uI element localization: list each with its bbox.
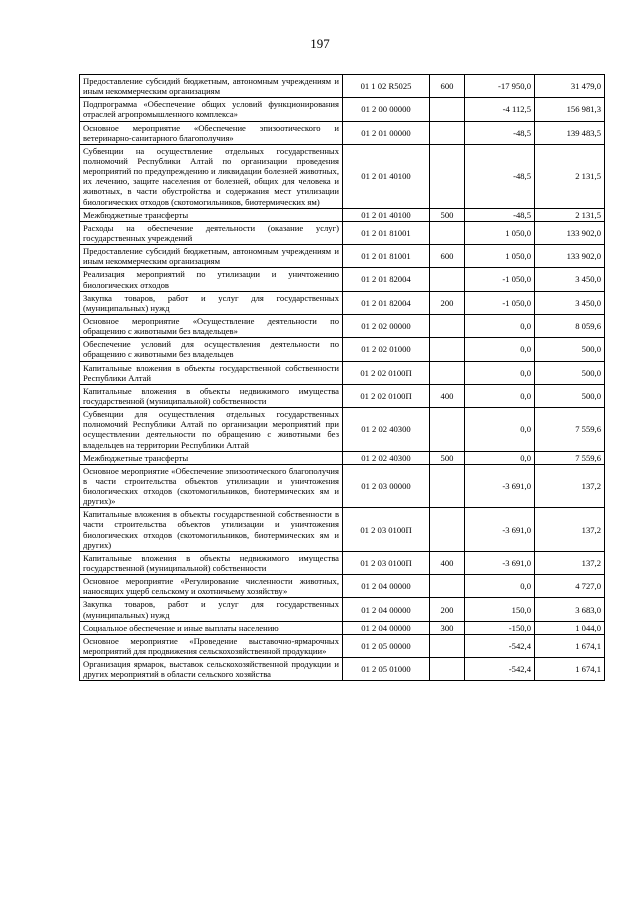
- change-amount-cell: 0,0: [465, 408, 535, 452]
- expense-name-cell: Социальное обеспечение и иные выплаты населению: [80, 621, 343, 634]
- expense-name-cell: Основное мероприятие «Обеспечение эпизоотического и ветеринарно-санитарного благополучия»: [80, 121, 343, 144]
- change-amount-cell: -48,5: [465, 121, 535, 144]
- total-amount-cell: 156 981,3: [535, 98, 605, 121]
- total-amount-cell: 500,0: [535, 384, 605, 407]
- total-amount-cell: 500,0: [535, 361, 605, 384]
- expense-type-cell: 400: [430, 551, 465, 574]
- table-row: [80, 208, 605, 221]
- total-amount-cell: 3 683,0: [535, 598, 605, 621]
- target-code-cell: 01 2 02 40300: [343, 408, 430, 452]
- target-code-cell: 01 2 02 01000: [343, 338, 430, 361]
- expense-type-cell: [430, 121, 465, 144]
- change-amount-cell: -1 050,0: [465, 291, 535, 314]
- expense-type-cell: 500: [430, 208, 465, 221]
- expense-type-cell: [430, 575, 465, 598]
- expense-name-cell: Капитальные вложения в объекты недвижимого имущества государственной (муниципальной) собственности: [80, 384, 343, 407]
- target-code-cell: 01 2 02 00000: [343, 314, 430, 337]
- total-amount-cell: 31 479,0: [535, 75, 605, 98]
- expense-name-cell: Реализация мероприятий по утилизации и уничтожению биологических отходов: [80, 268, 343, 291]
- expense-name-cell: Капитальные вложения в объекты государственной собственности Республики Алтай: [80, 361, 343, 384]
- table-row: [80, 634, 605, 657]
- target-code-cell: 01 2 02 0100П: [343, 361, 430, 384]
- table-row: [80, 451, 605, 464]
- table-row: [80, 658, 605, 681]
- expense-type-cell: 600: [430, 75, 465, 98]
- change-amount-cell: -48,5: [465, 208, 535, 221]
- expense-name-cell: Организация ярмарок, выставок сельскохозяйственной продукции и других мероприятий в области сельского хозяйства: [80, 658, 343, 681]
- target-code-cell: 01 2 01 81001: [343, 245, 430, 268]
- target-code-cell: 01 2 01 40100: [343, 208, 430, 221]
- change-amount-cell: 0,0: [465, 451, 535, 464]
- target-code-cell: 01 2 01 82004: [343, 291, 430, 314]
- total-amount-cell: 3 450,0: [535, 268, 605, 291]
- table-row: [80, 268, 605, 291]
- target-code-cell: 01 1 02 R5025: [343, 75, 430, 98]
- expense-type-cell: 500: [430, 451, 465, 464]
- expense-type-cell: [430, 144, 465, 208]
- change-amount-cell: 0,0: [465, 575, 535, 598]
- target-code-cell: 01 2 05 00000: [343, 634, 430, 657]
- total-amount-cell: 133 902,0: [535, 221, 605, 244]
- table-row: [80, 98, 605, 121]
- expense-name-cell: Субвенции на осуществление отдельных государственных полномочий Республики Алтай по организации проведения мероприятий по предупреждению и ликвидации болезней животных, их лечению, защите населения от болезней, общих для человека и животных, в части обустройства и содержания мест утилизации биологических отходов (скотомогильников, биотермических ям): [80, 144, 343, 208]
- total-amount-cell: 137,2: [535, 508, 605, 552]
- total-amount-cell: 1 674,1: [535, 634, 605, 657]
- table-row: [80, 464, 605, 508]
- expense-name-cell: Субвенции для осуществления отдельных государственных полномочий Республики Алтай по организации мероприятий при осуществлении деятельности по обращению с животными без владельцев на территории Республики Алтай: [80, 408, 343, 452]
- budget-table: [79, 74, 605, 681]
- table-row: [80, 598, 605, 621]
- table-row: [80, 508, 605, 552]
- table-row: [80, 314, 605, 337]
- table-row: [80, 144, 605, 208]
- change-amount-cell: -4 112,5: [465, 98, 535, 121]
- total-amount-cell: 3 450,0: [535, 291, 605, 314]
- total-amount-cell: 139 483,5: [535, 121, 605, 144]
- total-amount-cell: 2 131,5: [535, 144, 605, 208]
- table-row: [80, 575, 605, 598]
- table-row: [80, 384, 605, 407]
- expense-name-cell: Расходы на обеспечение деятельности (оказание услуг) государственных учреждений: [80, 221, 343, 244]
- change-amount-cell: 0,0: [465, 338, 535, 361]
- total-amount-cell: 500,0: [535, 338, 605, 361]
- target-code-cell: 01 2 03 00000: [343, 464, 430, 508]
- expense-type-cell: 600: [430, 245, 465, 268]
- target-code-cell: 01 2 04 00000: [343, 621, 430, 634]
- expense-name-cell: Основное мероприятие «Регулирование численности животных, наносящих ущерб сельскому и охотничьему хозяйству»: [80, 575, 343, 598]
- expense-name-cell: Закупка товаров, работ и услуг для государственных (муниципальных) нужд: [80, 598, 343, 621]
- change-amount-cell: 150,0: [465, 598, 535, 621]
- target-code-cell: 01 2 04 00000: [343, 598, 430, 621]
- change-amount-cell: -542,4: [465, 634, 535, 657]
- expense-name-cell: Капитальные вложения в объекты государственной собственности в части строительства объектов утилизации и уничтожения биологических отходов (скотомогильников, биотермических ям и других): [80, 508, 343, 552]
- target-code-cell: 01 2 03 0100П: [343, 551, 430, 574]
- expense-type-cell: [430, 221, 465, 244]
- total-amount-cell: 137,2: [535, 551, 605, 574]
- expense-name-cell: Обеспечение условий для осуществления деятельности по обращению с животными без владельцев: [80, 338, 343, 361]
- expense-type-cell: [430, 464, 465, 508]
- table-row: [80, 221, 605, 244]
- target-code-cell: 01 2 00 00000: [343, 98, 430, 121]
- expense-type-cell: [430, 338, 465, 361]
- budget-table-body: [80, 75, 605, 681]
- change-amount-cell: 0,0: [465, 384, 535, 407]
- change-amount-cell: 1 050,0: [465, 221, 535, 244]
- target-code-cell: 01 2 01 40100: [343, 144, 430, 208]
- table-row: [80, 621, 605, 634]
- change-amount-cell: -48,5: [465, 144, 535, 208]
- total-amount-cell: 4 727,0: [535, 575, 605, 598]
- change-amount-cell: 0,0: [465, 314, 535, 337]
- expense-type-cell: 300: [430, 621, 465, 634]
- table-row: [80, 408, 605, 452]
- expense-type-cell: [430, 658, 465, 681]
- target-code-cell: 01 2 05 01000: [343, 658, 430, 681]
- target-code-cell: 01 2 01 00000: [343, 121, 430, 144]
- target-code-cell: 01 2 03 0100П: [343, 508, 430, 552]
- change-amount-cell: -3 691,0: [465, 551, 535, 574]
- target-code-cell: 01 2 01 82004: [343, 268, 430, 291]
- change-amount-cell: -542,4: [465, 658, 535, 681]
- table-row: [80, 361, 605, 384]
- total-amount-cell: 8 059,6: [535, 314, 605, 337]
- expense-name-cell: Основное мероприятие «Обеспечение эпизоотического благополучия в части строительства объектов утилизации и уничтожения биологических отходов (скотомогильников, биотермических ям и других)»: [80, 464, 343, 508]
- expense-type-cell: [430, 634, 465, 657]
- expense-type-cell: [430, 98, 465, 121]
- change-amount-cell: 1 050,0: [465, 245, 535, 268]
- expense-name-cell: Капитальные вложения в объекты недвижимого имущества государственной (муниципальной) собственности: [80, 551, 343, 574]
- expense-name-cell: Межбюджетные трансферты: [80, 451, 343, 464]
- expense-name-cell: Предоставление субсидий бюджетным, автономным учреждениям и иным некоммерческим организациям: [80, 245, 343, 268]
- expense-type-cell: [430, 408, 465, 452]
- total-amount-cell: 7 559,6: [535, 451, 605, 464]
- total-amount-cell: 133 902,0: [535, 245, 605, 268]
- change-amount-cell: -3 691,0: [465, 464, 535, 508]
- expense-name-cell: Закупка товаров, работ и услуг для государственных (муниципальных) нужд: [80, 291, 343, 314]
- page-number: 197: [310, 36, 330, 51]
- table-row: [80, 75, 605, 98]
- expense-name-cell: Предоставление субсидий бюджетным, автономным учреждениям и иным некоммерческим организациям: [80, 75, 343, 98]
- expense-type-cell: [430, 361, 465, 384]
- expense-name-cell: Основное мероприятие «Проведение выставочно-ярмарочных мероприятий для продвижения сельскохозяйственной продукции»: [80, 634, 343, 657]
- change-amount-cell: -17 950,0: [465, 75, 535, 98]
- table-row: [80, 121, 605, 144]
- table-row: [80, 338, 605, 361]
- expense-type-cell: 200: [430, 291, 465, 314]
- total-amount-cell: 7 559,6: [535, 408, 605, 452]
- expense-type-cell: 200: [430, 598, 465, 621]
- table-row: [80, 551, 605, 574]
- expense-type-cell: [430, 508, 465, 552]
- total-amount-cell: 2 131,5: [535, 208, 605, 221]
- change-amount-cell: -3 691,0: [465, 508, 535, 552]
- expense-type-cell: [430, 268, 465, 291]
- total-amount-cell: 1 044,0: [535, 621, 605, 634]
- total-amount-cell: 137,2: [535, 464, 605, 508]
- expense-type-cell: 400: [430, 384, 465, 407]
- change-amount-cell: 0,0: [465, 361, 535, 384]
- target-code-cell: 01 2 02 0100П: [343, 384, 430, 407]
- expense-name-cell: Подпрограмма «Обеспечение общих условий функционирования отраслей агропромышленного комплекса»: [80, 98, 343, 121]
- change-amount-cell: -1 050,0: [465, 268, 535, 291]
- target-code-cell: 01 2 01 81001: [343, 221, 430, 244]
- change-amount-cell: -150,0: [465, 621, 535, 634]
- expense-name-cell: Основное мероприятие «Осуществление деятельности по обращению с животными без владельцев»: [80, 314, 343, 337]
- target-code-cell: 01 2 02 40300: [343, 451, 430, 464]
- expense-type-cell: [430, 314, 465, 337]
- table-row: [80, 245, 605, 268]
- table-row: [80, 291, 605, 314]
- expense-name-cell: Межбюджетные трансферты: [80, 208, 343, 221]
- target-code-cell: 01 2 04 00000: [343, 575, 430, 598]
- total-amount-cell: 1 674,1: [535, 658, 605, 681]
